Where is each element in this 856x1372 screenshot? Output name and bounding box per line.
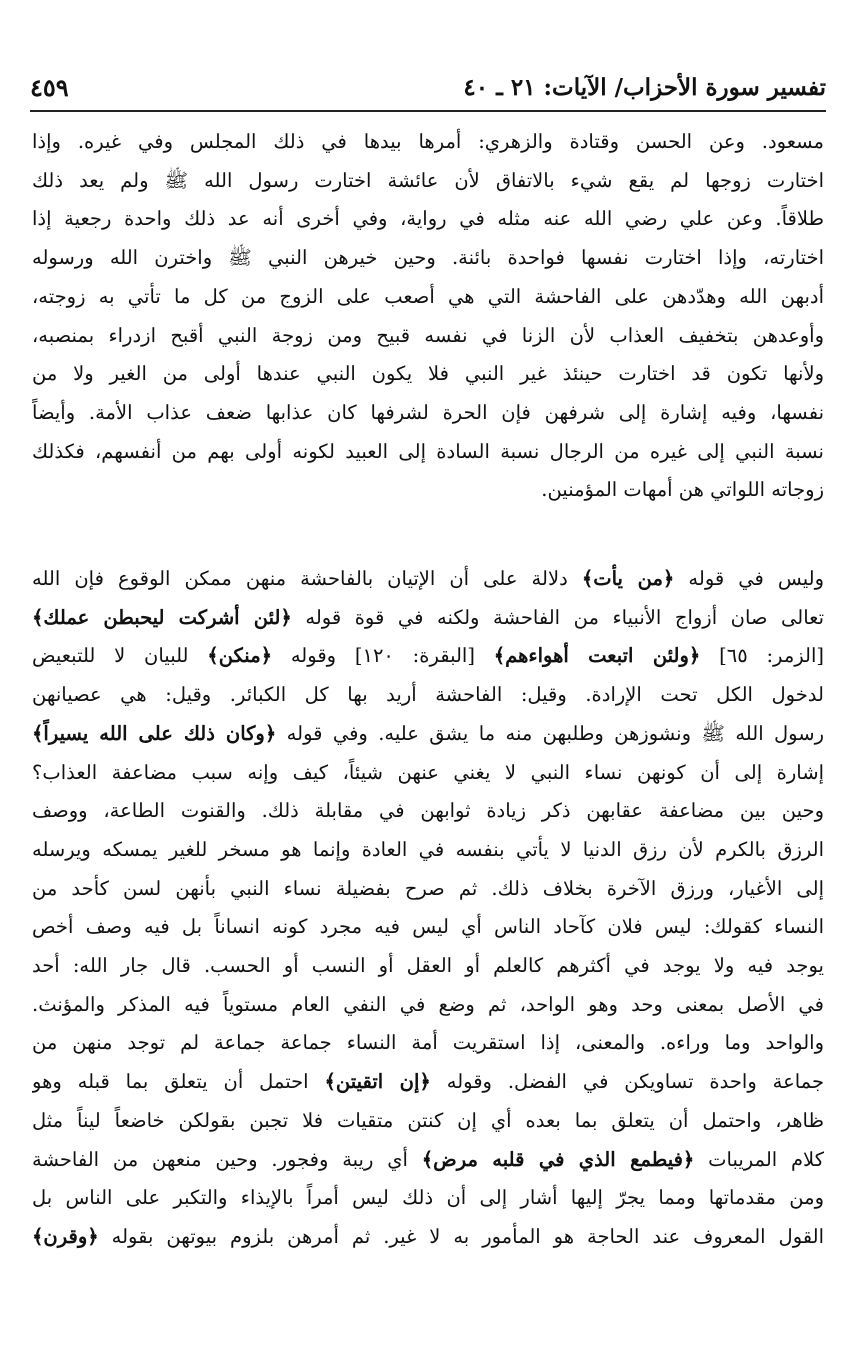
text-line bbox=[32, 715, 824, 754]
text-segment: تعالى صان أزواج الأنبياء من الفاحشة ولكنه في قوة قوله bbox=[291, 605, 824, 629]
text-line bbox=[32, 637, 824, 676]
quran-quote: ﴿إن اتقيتن﴾ bbox=[324, 1070, 431, 1094]
page-number: ٤٥٩ bbox=[30, 73, 69, 102]
running-header bbox=[30, 70, 826, 106]
text-line: الرزق بالكرم لأن رزق الدنيا لا يأتي بنفسه في العادة وإنما هو مسخر للغير يمسكه ويرسله bbox=[32, 837, 824, 861]
quran-quote: ﴿لئن أشركت ليحبطن عملك﴾ bbox=[32, 605, 292, 629]
paragraph-2 bbox=[32, 560, 824, 1257]
text-line bbox=[32, 560, 824, 599]
quran-quote: ﴿من يأت﴾ bbox=[581, 567, 675, 590]
header-divider bbox=[30, 110, 826, 112]
text-segment: للبيان لا للتبعيض bbox=[32, 644, 208, 668]
text-line bbox=[32, 1141, 824, 1180]
text-segment: القول المعروف عند الحاجة هو المأمور به لا غير. ثم أمرهن بلزوم بيوتهن بقوله bbox=[98, 1224, 824, 1248]
text-line: إشارة إلى أن كونهن نساء النبي لا يغني عنهن شيئاً، كيف وإنه سبب مضاعفة العذاب؟ bbox=[32, 760, 824, 784]
quran-quote: ﴿فيطمع الذي في قلبه مرض﴾ bbox=[421, 1147, 695, 1171]
text-segment: [الزمر: ٦٥] bbox=[700, 644, 824, 668]
text-line: وأوعدهن بتخفيف العذاب لأن الزنا في نفسه قبيح ومن زوجة النبي أقبح ازدراء بمنصبه، bbox=[32, 323, 824, 347]
text-line: في الأصل بمعنى وحد وهو الواحد، ثم وضع في النفي العام مستوياً فيه المذكر والمؤنث. bbox=[32, 992, 824, 1016]
text-segment: جماعة واحدة تساويكن في الفضل. وقوله bbox=[430, 1070, 824, 1094]
text-line: يوجد فيه ولا يوجد في أكثرهم كالعلم أو العقل أو النسب أو الحسب. قال جار الله: أحد bbox=[32, 954, 824, 978]
text-line: لدخول الكل تحت الإرادة. وقيل: الفاحشة أريد بها كل الكبائر. وقيل: هي عصيانهن bbox=[32, 683, 824, 707]
text-line: إلى الأغيار، ورزق الآخرة بخلاف ذلك. ثم صرح بفضيلة نساء النبي بأنهن لسن كأحد من bbox=[32, 876, 824, 900]
text-line bbox=[32, 1063, 824, 1102]
text-line bbox=[32, 1218, 824, 1257]
text-segment: دلالة على أن الإتيان بالفاحشة منهن ممكن الوقوع فإن الله bbox=[32, 567, 582, 590]
text-segment: وليس في قوله bbox=[674, 567, 824, 590]
text-line bbox=[32, 599, 824, 638]
text-line: نفسها، وفيه إشارة إلى شرفهن فإن الحرة لشرفها كان عذابها ضعف عذاب الأمة. وأيضاً bbox=[32, 400, 824, 424]
text-line: والواحد وما وراءه. والمعنى، إذا استقريت أمة النساء جماعة جماعة لم توجد منهن من bbox=[32, 1031, 824, 1055]
quran-quote: ﴿وكان ذلك على الله يسيراً﴾ bbox=[32, 721, 277, 745]
text-segment: [البقرة: ١٢٠] وقوله bbox=[272, 644, 494, 668]
text-segment: كلام المريبات bbox=[694, 1147, 824, 1171]
text-line: مسعود. وعن الحسن وقتادة والزهري: أمرها بيدها في ذلك المجلس وفي غيره. وإذا bbox=[32, 130, 824, 153]
text-segment: احتمل أن يتعلق بما قبله وهو bbox=[32, 1070, 325, 1094]
text-line: اختارت زوجها لم يقع شيء بالاتفاق لأن عائشة اختارت رسول الله ﷺ ولم يعد ذلك bbox=[32, 168, 824, 192]
text-line: ومن مقدماتها ومما يجرّ إليها أشار إلى أن ذلك ليس أمراً بالإيذاء والتكبر على الناس بل bbox=[32, 1186, 824, 1210]
quran-quote: ﴿وقرن﴾ bbox=[32, 1224, 99, 1248]
quran-quote: ﴿منكن﴾ bbox=[207, 644, 273, 668]
text-segment: رسول الله ﷺ ونشوزهن وطلبهن منه ما يشق عليه. وفي قوله bbox=[276, 721, 824, 745]
text-line: ولأنها تكون قد اختارت حينئذ غير النبي فلا يكون النبي عندها أولى من الغير ولا من bbox=[32, 362, 824, 386]
text-line: نسبة النبي إلى غيره من الرجال نسبة السادة إلى العبيد لكونه أولى بهم من أنفسهم، فكذلك bbox=[32, 439, 824, 463]
text-line: النساء كقولك: ليس فلان كآحاد الناس أي ليس فيه مجرد كونه انساناً بل فيه وصف أخص bbox=[32, 915, 824, 939]
text-segment: أي ريبة وفجور. وحين منعهن من الفاحشة bbox=[32, 1147, 422, 1171]
text-line: وحين بين مضاعفة عقابهن ذكر زيادة ثوابهن في مقابلة ذلك. والقنوت الطاعة، ووصف bbox=[32, 799, 824, 823]
text-line: ظاهر، واحتمل أن يتعلق بما بعده أي إن كنتن متقيات فلا تجبن بقولكن خاضعاً ليناً مثل bbox=[32, 1108, 824, 1132]
quran-quote: ﴿ولئن اتبعت أهواءهم﴾ bbox=[493, 644, 701, 668]
page-header-title: تفسير سورة الأحزاب/ الآيات: ٢١ ـ ٤٠ bbox=[463, 74, 826, 101]
text-line: اختارته، وإذا اختارت نفسها فواحدة بائنة. وحين خيرهن النبي ﷺ واخترن الله ورسوله bbox=[32, 246, 824, 270]
text-line: طلاقاً. وعن علي رضي الله عنه مثله في رواية، وفي أخرى أنه عد ذلك واحدة رجعية إذا bbox=[32, 207, 824, 231]
text-line: زوجاته اللواتي هن أمهات المؤمنين. bbox=[541, 478, 824, 502]
paragraph-1 bbox=[32, 123, 824, 510]
text-line: أدبهن الله وهدّدهن على الفاحشة التي هي أصعب على الزوج من كل ما تأتي به زوجته، bbox=[32, 284, 824, 308]
